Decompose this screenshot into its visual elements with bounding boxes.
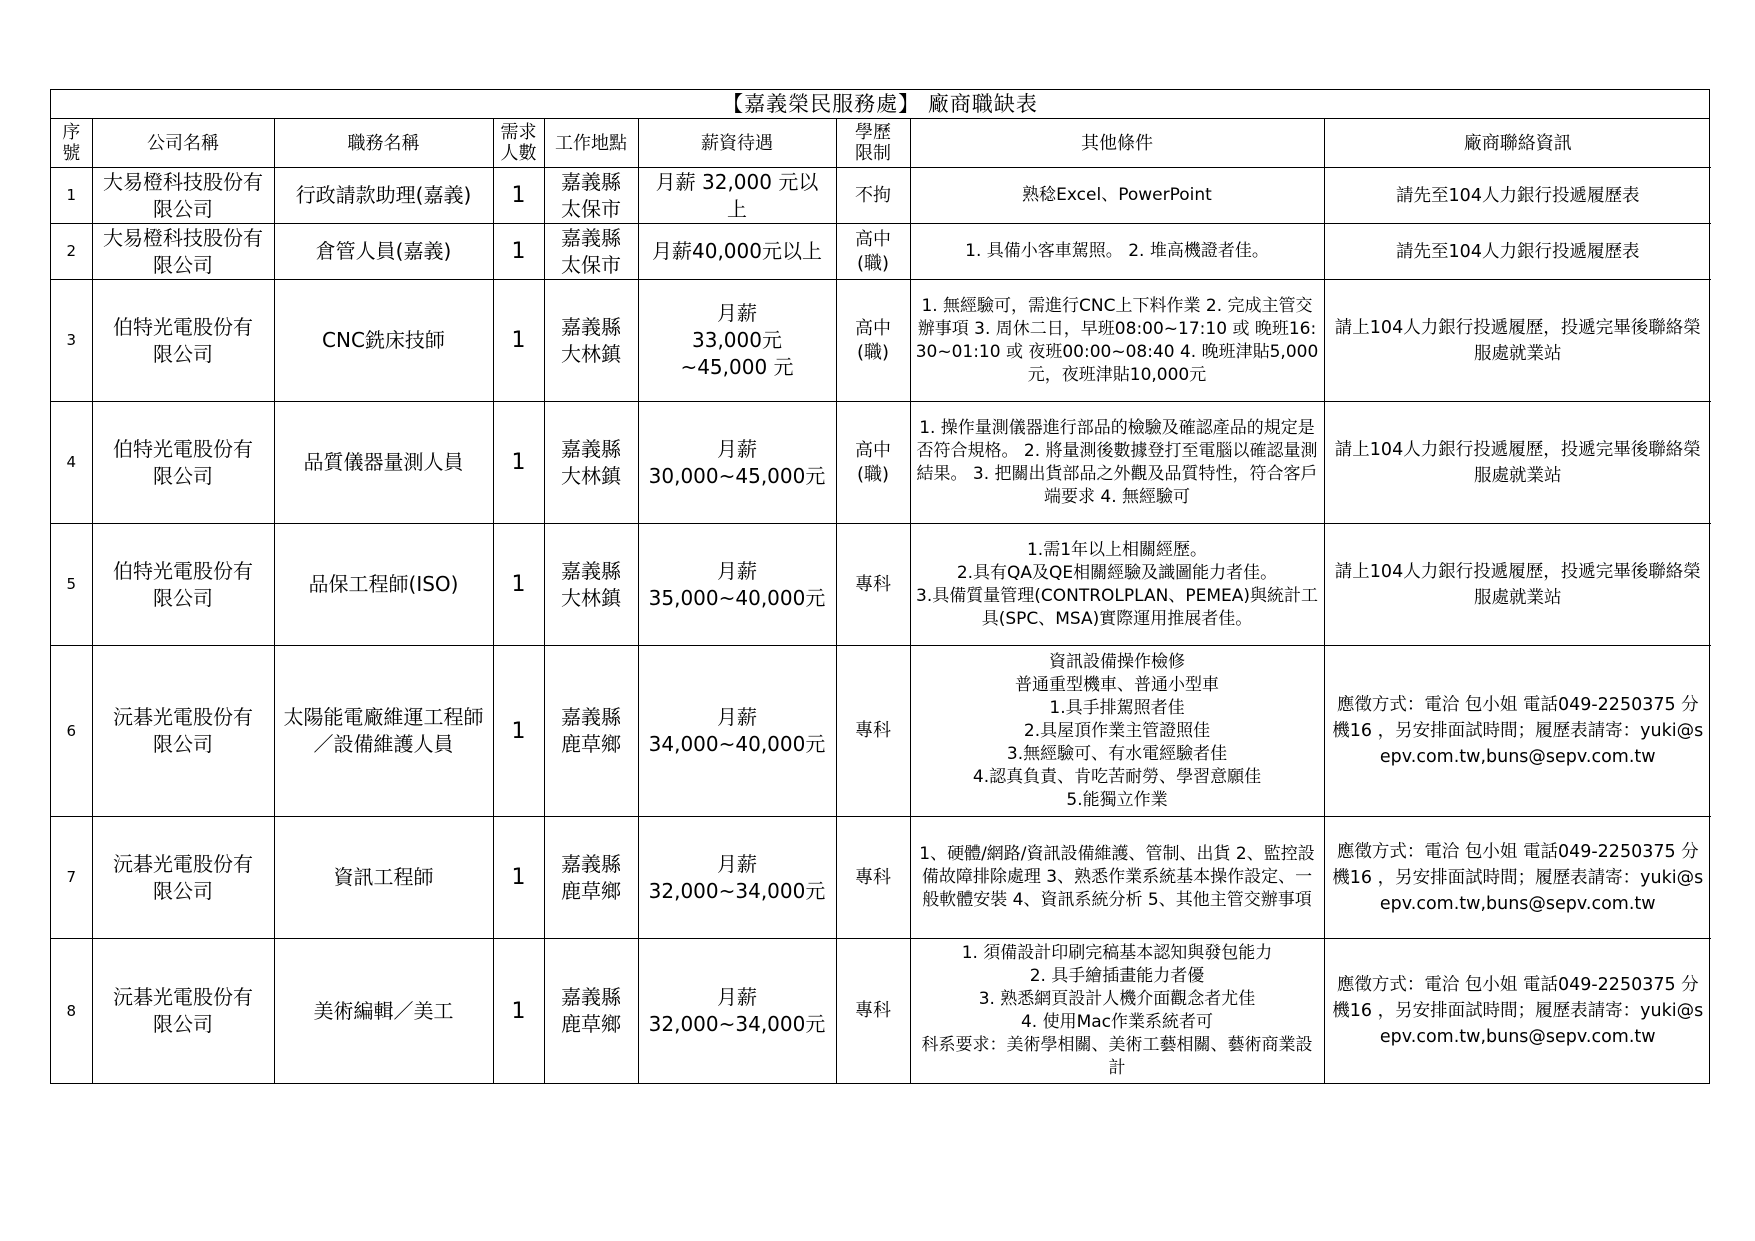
cell-company: 大易橙科技股份有限公司 (92, 224, 274, 280)
header-salary: 薪資待遇 (638, 119, 836, 168)
cell-job: 倉管人員(嘉義) (274, 224, 493, 280)
cell-conditions: 1、硬體/網路/資訊設備維護、管制、出貨 2、監控設備故障排除處理 3、熟悉作業系統基本操作設定、一般軟體安裝 4、資訊系統分析 5、其他主管交辦事項 (910, 817, 1324, 939)
cell-company: 伯特光電股份有限公司 (92, 280, 274, 402)
cell-qty: 1 (493, 817, 544, 939)
cell-qty: 1 (493, 939, 544, 1084)
cell-company: 伯特光電股份有限公司 (92, 402, 274, 524)
table-row (51, 817, 1711, 939)
header-qty: 需求人數 (493, 119, 544, 168)
cell-salary: 月薪40,000元以上 (638, 224, 836, 280)
cell-contact: 請上104人力銀行投遞履歷，投遞完畢後聯絡榮服處就業站 (1324, 524, 1711, 646)
cell-salary: 月薪 32,000 元以上 (638, 168, 836, 224)
header-no: 序號 (51, 119, 92, 168)
cell-no: 8 (51, 939, 92, 1084)
cell-no: 2 (51, 224, 92, 280)
cell-qty: 1 (493, 524, 544, 646)
cell-no: 1 (51, 168, 92, 224)
cell-job: 太陽能電廠維運工程師／設備維護人員 (274, 646, 493, 817)
cell-no: 6 (51, 646, 92, 817)
table-row (51, 524, 1711, 646)
cell-company: 沅碁光電股份有限公司 (92, 646, 274, 817)
cell-qty: 1 (493, 168, 544, 224)
job-vacancy-sheet (50, 89, 1710, 1084)
cell-job: 資訊工程師 (274, 817, 493, 939)
cell-company: 沅碁光電股份有限公司 (92, 817, 274, 939)
header-row (51, 119, 1711, 168)
cell-job: 品質儀器量測人員 (274, 402, 493, 524)
cell-location: 嘉義縣鹿草鄉 (544, 646, 638, 817)
cell-job: CNC銑床技師 (274, 280, 493, 402)
cell-no: 7 (51, 817, 92, 939)
table-row (51, 280, 1711, 402)
cell-location: 嘉義縣鹿草鄉 (544, 817, 638, 939)
cell-contact: 應徵方式：電洽 包小姐 電話049-2250375 分機16 ，另安排面試時間；履歷表請寄：yuki@sepv.com.tw,buns@sepv.com.tw (1324, 817, 1711, 939)
cell-location: 嘉義縣鹿草鄉 (544, 939, 638, 1084)
header-company: 公司名稱 (92, 119, 274, 168)
cell-salary: 月薪 35,000~40,000元 (638, 524, 836, 646)
cell-location: 嘉義縣太保市 (544, 224, 638, 280)
cell-company: 大易橙科技股份有限公司 (92, 168, 274, 224)
cell-company: 伯特光電股份有限公司 (92, 524, 274, 646)
cell-location: 嘉義縣大林鎮 (544, 280, 638, 402)
cell-contact: 應徵方式：電洽 包小姐 電話049-2250375 分機16 ，另安排面試時間；履歷表請寄：yuki@sepv.com.tw,buns@sepv.com.tw (1324, 646, 1711, 817)
header-job: 職務名稱 (274, 119, 493, 168)
cell-job: 美術編輯／美工 (274, 939, 493, 1084)
table-row (51, 168, 1711, 224)
cell-conditions: 1. 無經驗可，需進行CNC上下料作業 2. 完成主管交辦事項 3. 周休二日，早班08:00~17:10 或 晚班16:30~01:10 或 夜班00:00~08:40 4. 晚班津貼5,000元，夜班津貼10,000元 (910, 280, 1324, 402)
header-education: 學歷限制 (836, 119, 910, 168)
cell-conditions: 1. 須備設計印刷完稿基本認知與發包能力 2. 具手繪插畫能力者優 3. 熟悉網頁設計人機介面觀念者尤佳 4. 使用Mac作業系統者可 科系要求：美術學相關、美術工藝相關、藝術商業設計 (910, 939, 1324, 1084)
cell-job: 行政請款助理(嘉義) (274, 168, 493, 224)
cell-conditions: 1.需1年以上相關經歷。 2.具有QA及QE相關經驗及識圖能力者佳。 3.具備質量管理(CONTROLPLAN、PEMEA)與統計工具(SPC、MSA)實際運用推展者佳。 (910, 524, 1324, 646)
table-row (51, 224, 1711, 280)
cell-education: 專科 (836, 817, 910, 939)
cell-location: 嘉義縣太保市 (544, 168, 638, 224)
cell-education: 高中(職) (836, 402, 910, 524)
cell-contact: 請先至104人力銀行投遞履歷表 (1324, 168, 1711, 224)
cell-education: 不拘 (836, 168, 910, 224)
cell-conditions: 熟稔Excel、PowerPoint (910, 168, 1324, 224)
cell-location: 嘉義縣大林鎮 (544, 402, 638, 524)
cell-qty: 1 (493, 224, 544, 280)
cell-no: 4 (51, 402, 92, 524)
cell-company: 沅碁光電股份有限公司 (92, 939, 274, 1084)
cell-conditions: 1. 操作量測儀器進行部品的檢驗及確認產品的規定是否符合規格。 2. 將量測後數據登打至電腦以確認量測結果。 3. 把關出貨部品之外觀及品質特性，符合客戶端要求 4. 無經驗可 (910, 402, 1324, 524)
cell-salary: 月薪 33,000元 ~45,000 元 (638, 280, 836, 402)
cell-contact: 請上104人力銀行投遞履歷，投遞完畢後聯絡榮服處就業站 (1324, 402, 1711, 524)
job-table (51, 119, 1711, 1083)
cell-salary: 月薪 32,000~34,000元 (638, 939, 836, 1084)
cell-no: 3 (51, 280, 92, 402)
cell-education: 專科 (836, 939, 910, 1084)
cell-contact: 請先至104人力銀行投遞履歷表 (1324, 224, 1711, 280)
table-row (51, 939, 1711, 1084)
cell-no: 5 (51, 524, 92, 646)
cell-education: 專科 (836, 524, 910, 646)
cell-education: 專科 (836, 646, 910, 817)
cell-conditions: 資訊設備操作檢修 普通重型機車、普通小型車 1.具手排駕照者佳 2.具屋頂作業主管證照佳 3.無經驗可、有水電經驗者佳 4.認真負責、肯吃苦耐勞、學習意願佳 5.能獨立作業 (910, 646, 1324, 817)
header-contact: 廠商聯絡資訊 (1324, 119, 1711, 168)
table-row (51, 646, 1711, 817)
cell-education: 高中(職) (836, 224, 910, 280)
header-location: 工作地點 (544, 119, 638, 168)
header-conditions: 其他條件 (910, 119, 1324, 168)
cell-salary: 月薪 32,000~34,000元 (638, 817, 836, 939)
cell-job: 品保工程師(ISO) (274, 524, 493, 646)
table-row (51, 402, 1711, 524)
cell-qty: 1 (493, 280, 544, 402)
cell-education: 高中(職) (836, 280, 910, 402)
cell-conditions: 1. 具備小客車駕照。 2. 堆高機證者佳。 (910, 224, 1324, 280)
cell-salary: 月薪 30,000~45,000元 (638, 402, 836, 524)
sheet-title: 【嘉義榮民服務處】 廠商職缺表 (51, 90, 1709, 119)
cell-location: 嘉義縣大林鎮 (544, 524, 638, 646)
cell-qty: 1 (493, 646, 544, 817)
cell-qty: 1 (493, 402, 544, 524)
cell-contact: 請上104人力銀行投遞履歷，投遞完畢後聯絡榮服處就業站 (1324, 280, 1711, 402)
cell-contact: 應徵方式：電洽 包小姐 電話049-2250375 分機16 ，另安排面試時間；履歷表請寄：yuki@sepv.com.tw,buns@sepv.com.tw (1324, 939, 1711, 1084)
cell-salary: 月薪 34,000~40,000元 (638, 646, 836, 817)
